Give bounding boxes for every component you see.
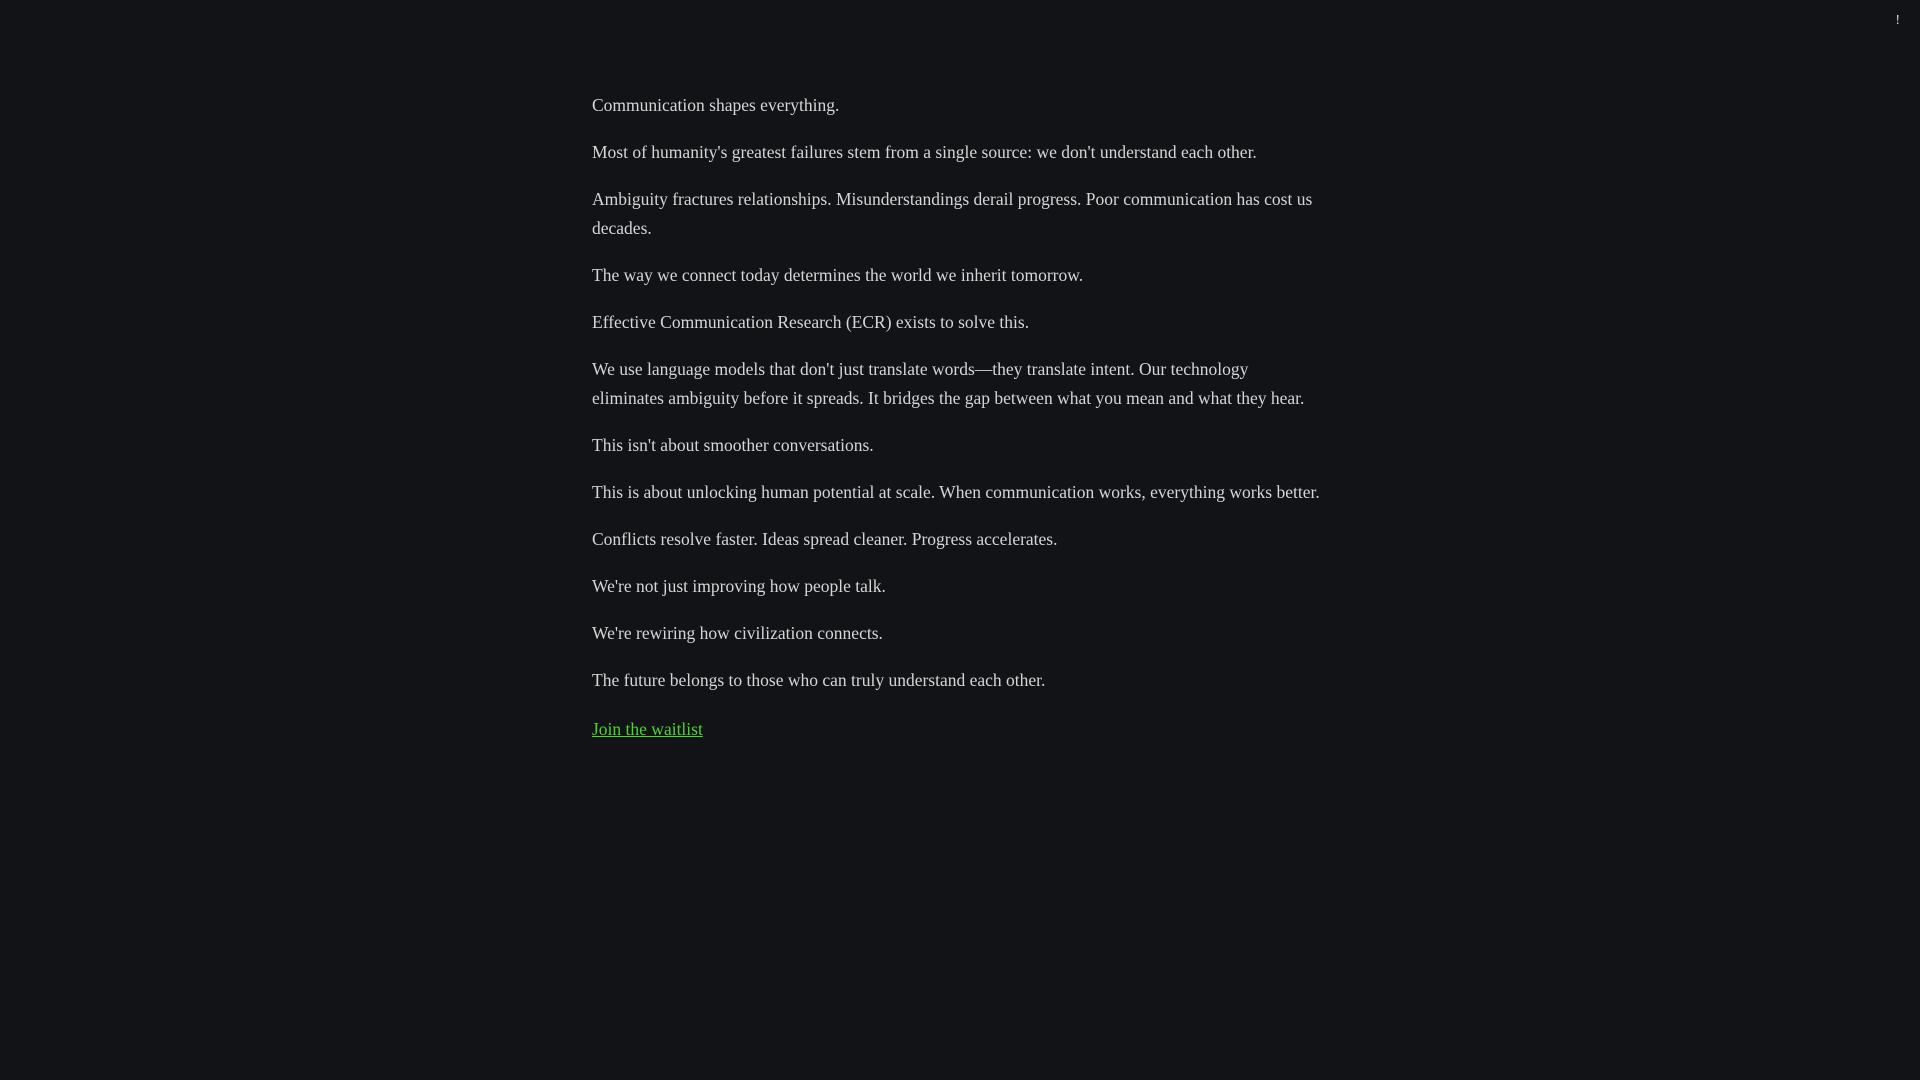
paragraph-communication-shapes: Communication shapes everything.	[592, 95, 840, 115]
paragraph-rewiring-civilization: We're rewiring how civilization connects.	[592, 623, 883, 643]
corner-exclamation-mark: !	[1895, 13, 1900, 28]
paragraph-connect-today: The way we connect today determines the world we inherit tomorrow.	[592, 265, 1084, 285]
paragraph-improving-talk: We're not just improving how people talk.	[592, 576, 886, 596]
paragraph-humanity-failures: Most of humanity's greatest failures stem from a single source: we don't understand each other.	[592, 142, 1257, 162]
paragraph-human-potential: This is about unlocking human potential at scale. When communication works, everything works better.	[592, 482, 1320, 502]
manifesto-content	[592, 91, 1322, 744]
paragraph-conflicts-resolve: Conflicts resolve faster. Ideas spread cleaner. Progress accelerates.	[592, 529, 1058, 549]
paragraph-smoother-conversations: This isn't about smoother conversations.	[592, 435, 874, 455]
paragraph-ambiguity: Ambiguity fractures relationships. Misunderstandings derail progress. Poor communication has cost us decades.	[592, 189, 1313, 238]
paragraph-language-models: We use language models that don't just translate words—they translate intent. Our technology eliminates ambiguity before it spreads. It bridges the gap between what you mean and what they hear.	[592, 359, 1305, 408]
join-waitlist-link[interactable]: Join the waitlist	[592, 719, 703, 739]
paragraph-future-belongs: The future belongs to those who can truly understand each other.	[592, 670, 1046, 690]
paragraph-ecr-mission: Effective Communication Research (ECR) exists to solve this.	[592, 312, 1030, 332]
